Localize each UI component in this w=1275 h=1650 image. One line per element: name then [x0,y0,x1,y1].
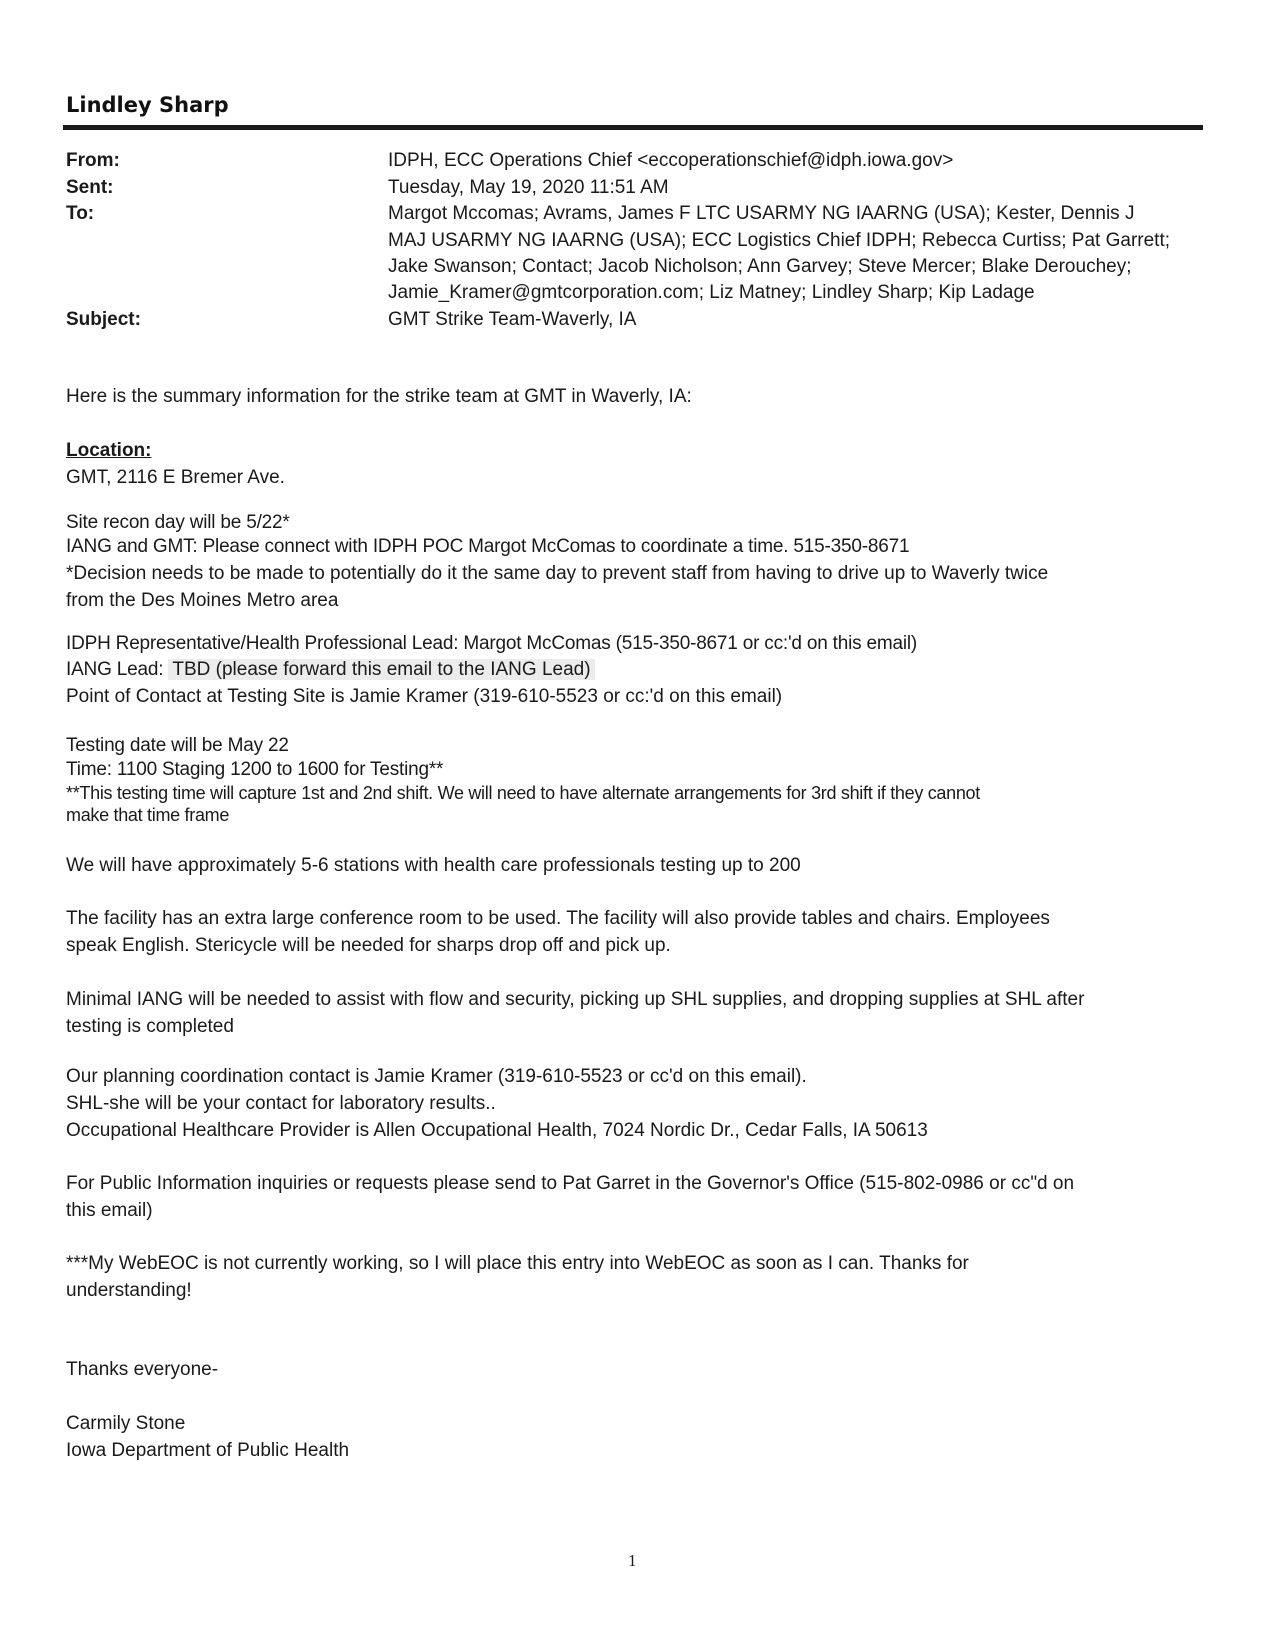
closing-line: Thanks everyone- [66,1359,219,1380]
webeoc-paragraph [66,1250,1206,1304]
mailbox-owner-name: Lindley Sharp [66,93,229,117]
location-section [66,437,1206,491]
testing-time-line: Time: 1100 Staging 1200 to 1600 for Testing** [66,759,444,780]
from-value: IDPH, ECC Operations Chief <eccoperationschief@idph.iowa.gov> [388,150,954,171]
testing-section [66,734,1206,826]
subject-label: Subject: [66,309,141,330]
signature-name: Carmily Stone [66,1413,186,1434]
facility-line: The facility has an extra large conference room to be used. The facility will also provide tables and chairs. Employees [66,908,1050,929]
contact-line: SHL-she will be your contact for laboratory results.. [66,1093,496,1114]
contact-line: Occupational Healthcare Provider is Allen Occupational Health, 7024 Nordic Dr., Cedar Falls, IA 50613 [66,1120,928,1141]
recon-line: *Decision needs to be made to potentially do it the same day to prevent staff from having to drive up to Waverly twice [66,563,1049,584]
contact-line: Our planning coordination contact is Jamie Kramer (319-610-5523 or cc'd on this email). [66,1066,807,1087]
intro-paragraph: Here is the summary information for the strike team at GMT in Waverly, IA: [66,386,692,407]
to-line: Jamie_Kramer@gmtcorporation.com; Liz Matney; Lindley Sharp; Kip Ladage [388,282,1035,303]
to-line: Jake Swanson; Contact; Jacob Nicholson; Ann Garvey; Steve Mercer; Blake Derouchey; [388,256,1132,277]
stations-paragraph: We will have approximately 5-6 stations with health care professionals testing up to 200 [66,855,801,876]
iang-line: Minimal IANG will be needed to assist with flow and security, picking up SHL supplies, and dropping supplies at SHL after [66,989,1085,1010]
signature-organization: Iowa Department of Public Health [66,1440,350,1461]
public-info-line: For Public Information inquiries or requests please send to Pat Garret in the Governor's Office (515-802-0986 or cc"d on [66,1173,1075,1194]
sent-label: Sent: [66,177,114,198]
subject-value: GMT Strike Team-Waverly, IA [388,309,637,330]
to-line: Margot Mccomas; Avrams, James F LTC USARMY NG IAARNG (USA); Kester, Dennis J [388,203,1135,224]
to-label: To: [66,203,95,224]
webeoc-line: ***My WebEOC is not currently working, so I will place this entry into WebEOC as soon as I can. Thanks for [66,1253,969,1274]
recon-decision [66,560,1206,614]
location-heading: Location: [66,440,152,461]
to-line: MAJ USARMY NG IAARNG (USA); ECC Logistics Chief IDPH; Rebecca Curtiss; Pat Garrett; [388,230,1171,251]
recon-line: from the Des Moines Metro area [66,590,339,611]
idph-lead-line: IDPH Representative/Health Professional Lead: Margot McComas (515-350-8671 or cc:'d on this email) [66,633,918,654]
recon-section [66,511,1206,559]
iang-lead-value: TBD (please forward this email to the IANG Lead) [168,659,594,680]
recon-line: IANG and GMT: Please connect with IDPH POC Margot McComas to coordinate a time. 515-350-8671 [66,536,910,557]
leads-section [66,632,1206,710]
testing-note-line: **This testing time will capture 1st and 2nd shift. We will need to have alternate arrangements for 3rd shift if they cannot [66,783,980,803]
iang-paragraph [66,986,1206,1040]
testing-site-contact-line: Point of Contact at Testing Site is Jamie Kramer (319-610-5523 or cc:'d on this email) [66,686,783,707]
location-address: GMT, 2116 E Bremer Ave. [66,467,285,488]
sent-value: Tuesday, May 19, 2020 11:51 AM [388,177,669,198]
iang-line: testing is completed [66,1016,234,1037]
testing-date-line: Testing date will be May 22 [66,735,289,756]
facility-line: speak English. Stericycle will be needed for sharps drop off and pick up. [66,935,671,956]
public-info-paragraph [66,1170,1206,1224]
header-rule [63,125,1203,130]
from-label: From: [66,150,120,171]
signature-block [66,1410,1206,1464]
recon-line: Site recon day will be 5/22* [66,512,290,533]
webeoc-line: understanding! [66,1280,192,1301]
iang-lead-label: IANG Lead: [66,659,169,680]
page-number: 1 [628,1551,637,1570]
public-info-line: this email) [66,1200,153,1221]
contacts-paragraph [66,1063,1206,1144]
facility-paragraph [66,905,1206,959]
testing-note-line: make that time frame [66,805,230,825]
